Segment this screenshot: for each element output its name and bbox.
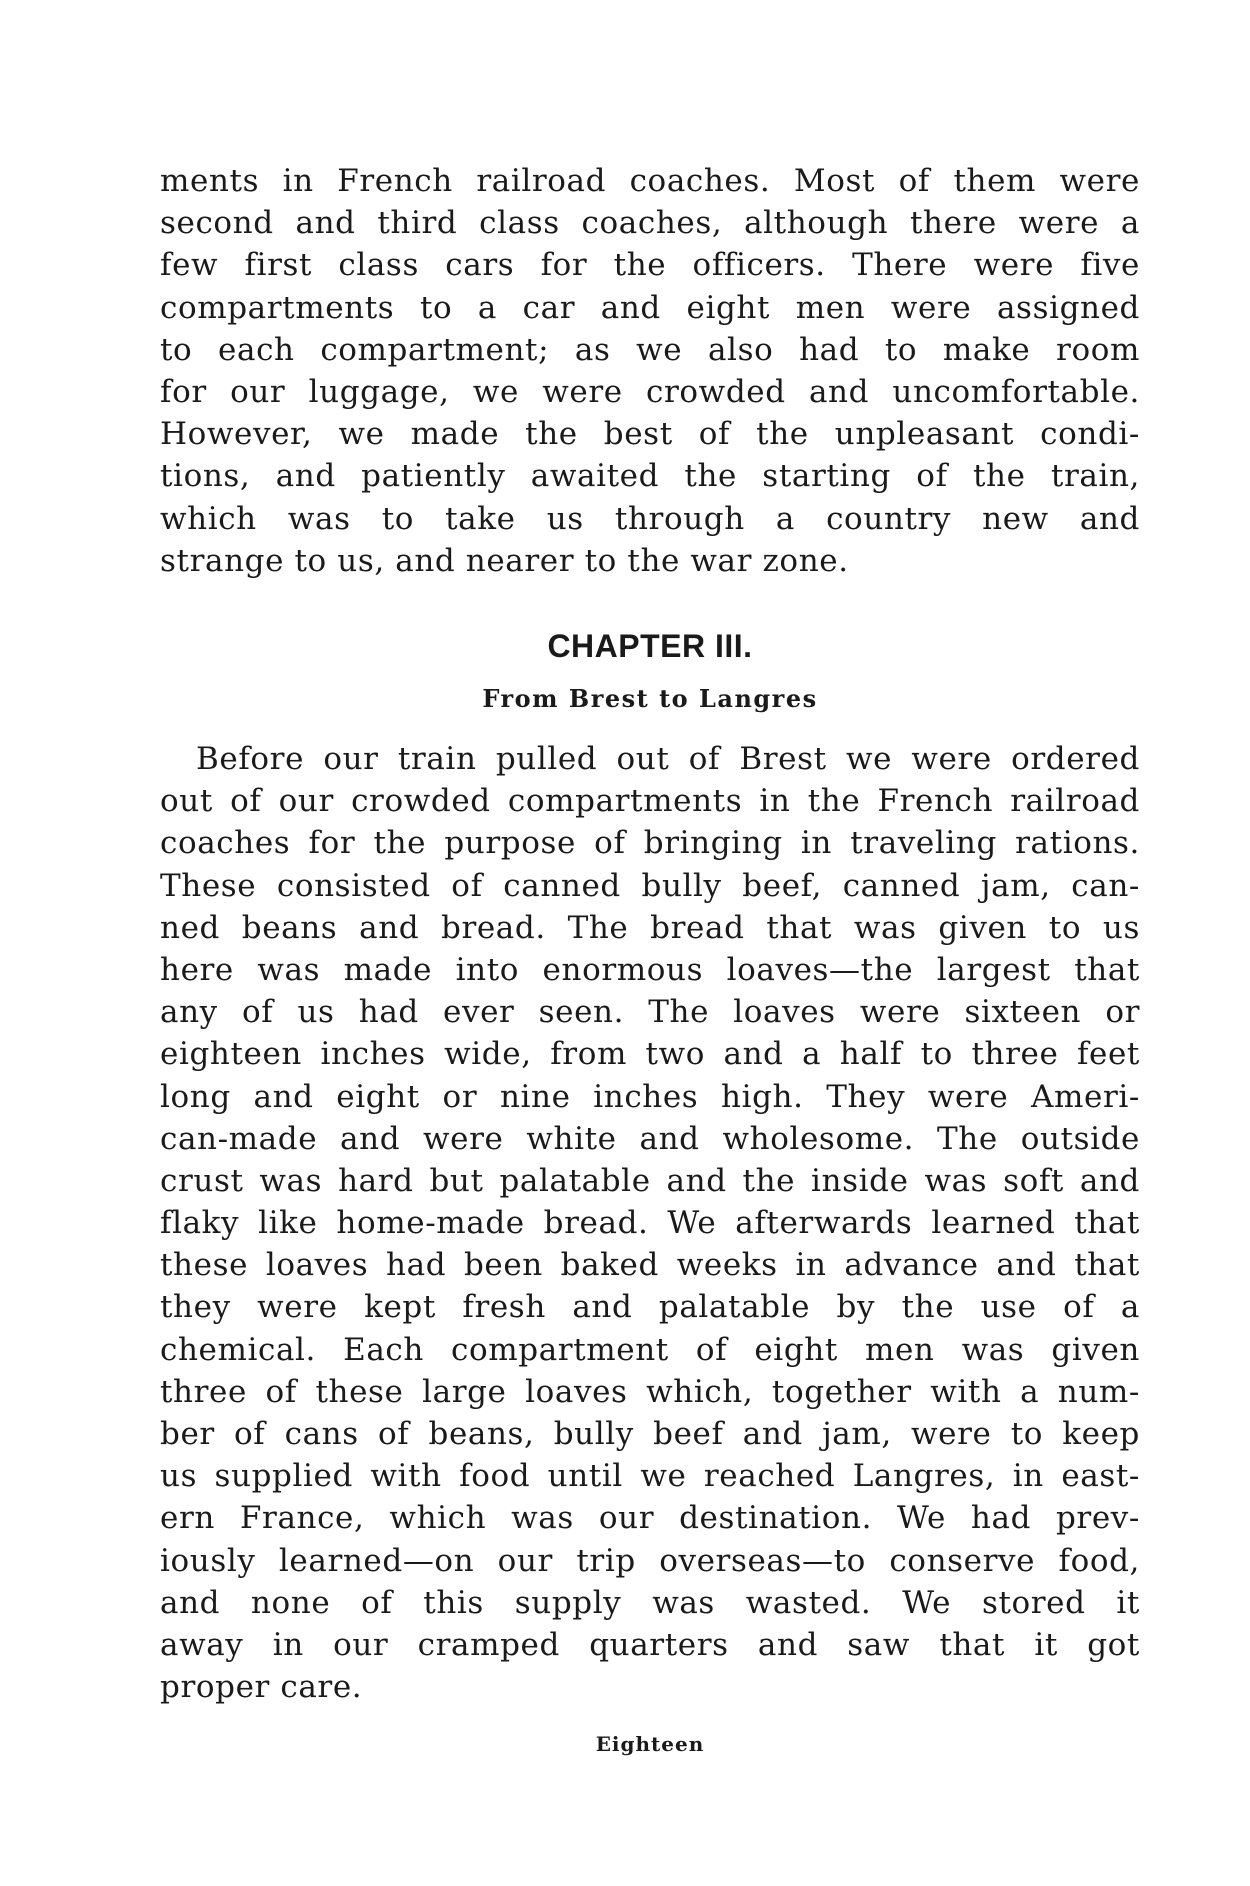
text-line: three of these large loaves which, together with a num- [160,1373,1140,1410]
text-line: ern France, which was our destination. We had prev- [160,1500,1140,1537]
text-line: compartments to a car and eight men were assigned [160,289,1140,326]
paragraph-continued [160,160,1140,582]
text-line: second and third class coaches, although there were a [160,205,1140,242]
text-line: for our luggage, we were crowded and uncomfortable. [160,373,1140,410]
text-line: crust was hard but palatable and the inside was soft and [160,1162,1140,1199]
text-line: long and eight or nine inches high. They were Ameri- [160,1078,1140,1115]
text-line: proper care. [160,1669,363,1706]
chapter-subtitle: From Brest to Langres [482,684,818,713]
paragraph-body [160,738,1140,1708]
text-line: few first class cars for the officers. There were five [160,247,1140,284]
text-line: tions, and patiently awaited the starting of the train, [160,458,1140,495]
text-line: out of our crowded compartments in the French railroad [160,783,1140,820]
text-line: flaky like home-made bread. We afterwards learned that [160,1205,1140,1242]
text-line: coaches for the purpose of bringing in traveling rations. [160,825,1140,862]
text-line: eighteen inches wide, from two and a half to three feet [160,1036,1140,1073]
text-line: they were kept fresh and palatable by the use of a [160,1289,1140,1326]
text-line: ber of cans of beans, bully beef and jam, were to keep [160,1416,1140,1452]
text-line: These consisted of canned bully beef, canned jam, can- [160,867,1140,904]
text-line: these loaves had been baked weeks in advance and that [160,1247,1140,1284]
text-line: Before our train pulled out of Brest we were ordered [196,741,1140,777]
text-line: ned beans and bread. The bread that was given to us [160,909,1140,946]
text-line: us supplied with food until we reached Langres, in east- [160,1458,1140,1495]
text-line: to each compartment; as we also had to make room [160,331,1140,368]
text-line: ments in French railroad coaches. Most of them were [160,163,1140,199]
text-line: and none of this supply was wasted. We stored it [160,1584,1140,1621]
text-line: However, we made the best of the unpleasant condi- [160,416,1140,453]
text-line: can-made and were white and wholesome. The outside [160,1120,1140,1157]
text-line: strange to us, and nearer to the war zone. [160,542,849,579]
text-line: any of us had ever seen. The loaves were sixteen or [160,994,1140,1031]
chapter-title: CHAPTER III. [547,628,753,664]
text-line: here was made into enormous loaves—the largest that [160,951,1140,988]
text-line: away in our cramped quarters and saw that it got [160,1626,1140,1663]
text-line: iously learned—on our trip overseas—to conserve food, [160,1542,1140,1579]
text-line: which was to take us through a country new and [160,500,1140,537]
page-number: Eighteen [595,1732,705,1756]
text-line: chemical. Each compartment of eight men was given [160,1331,1140,1368]
